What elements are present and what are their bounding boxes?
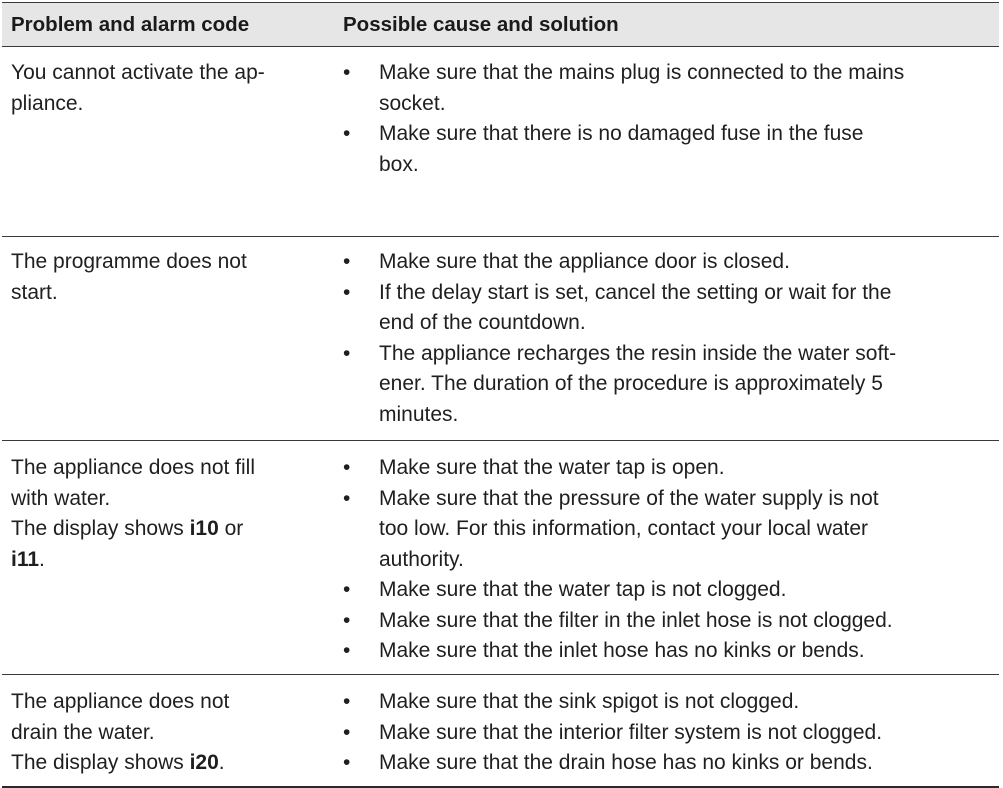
solution-text: Make sure that the appliance door is closed. bbox=[379, 250, 790, 273]
solution-text: The appliance recharges the resin inside the water soft- bbox=[379, 341, 897, 365]
bullet-icon: • bbox=[343, 608, 351, 632]
bullet-icon: • bbox=[343, 486, 351, 510]
list-item bbox=[343, 247, 999, 278]
header-problem: Problem and alarm code bbox=[11, 13, 250, 36]
list-item bbox=[343, 453, 999, 484]
table-row bbox=[2, 237, 999, 441]
list-item bbox=[343, 748, 999, 779]
display-end: . bbox=[218, 751, 225, 774]
solution-text: box. bbox=[379, 152, 419, 176]
problem-text: pliance. bbox=[11, 91, 84, 115]
solution-text: ener. The duration of the procedure is approximately 5 bbox=[379, 372, 883, 395]
bullet-icon: • bbox=[343, 578, 351, 601]
solution-text: If the delay start is set, cancel the setting or wait for the bbox=[379, 280, 892, 304]
table-row bbox=[2, 47, 999, 237]
problem-text: You cannot activate the ap- bbox=[11, 61, 265, 84]
bullet-icon: • bbox=[343, 341, 351, 365]
alarm-code: i20 bbox=[189, 751, 219, 774]
bullet-icon: • bbox=[343, 280, 351, 304]
problem-cell bbox=[2, 58, 343, 236]
bullet-icon: • bbox=[343, 61, 351, 84]
bullet-icon: • bbox=[343, 250, 351, 273]
display-prefix: The display shows bbox=[11, 517, 190, 540]
display-mid: or bbox=[218, 517, 244, 540]
display-line bbox=[11, 748, 343, 779]
display-prefix: The display shows bbox=[11, 751, 190, 774]
solution-cell bbox=[343, 58, 999, 236]
solution-text: Make sure that the inlet hose has no kinks or bends. bbox=[379, 639, 865, 662]
list-item bbox=[343, 58, 999, 119]
list-item bbox=[343, 484, 999, 576]
display-line bbox=[11, 545, 343, 576]
solution-text: Make sure that the drain hose has no kinks or bends. bbox=[379, 751, 873, 774]
solution-text: minutes. bbox=[379, 402, 459, 426]
bullet-icon: • bbox=[343, 639, 351, 662]
alarm-code: i10 bbox=[189, 517, 219, 540]
list-item bbox=[343, 278, 999, 339]
solution-text: Make sure that the water tap is open. bbox=[379, 456, 725, 479]
list-item bbox=[343, 718, 999, 749]
display-end: . bbox=[39, 547, 45, 571]
bullet-icon: • bbox=[343, 456, 351, 479]
solution-text: Make sure that the interior filter system is not clogged. bbox=[379, 720, 883, 744]
solution-text: end of the countdown. bbox=[379, 311, 586, 334]
bullet-icon: • bbox=[343, 690, 351, 713]
bullet-icon: • bbox=[343, 122, 351, 145]
bullet-icon: • bbox=[343, 720, 351, 744]
list-item bbox=[343, 575, 999, 606]
list-item bbox=[343, 606, 999, 637]
header-solution: Possible cause and solution bbox=[343, 13, 619, 36]
problem-cell bbox=[2, 453, 343, 674]
solution-text: Make sure that the sink spigot is not clogged. bbox=[379, 690, 800, 713]
solution-text: authority. bbox=[379, 547, 464, 571]
list-item bbox=[343, 339, 999, 431]
problem-cell bbox=[2, 687, 343, 786]
table-row bbox=[2, 675, 999, 788]
list-item bbox=[343, 119, 999, 180]
solution-text: Make sure that the pressure of the water supply is not bbox=[379, 486, 879, 510]
problem-text: The programme does not bbox=[11, 250, 247, 273]
troubleshooting-table bbox=[2, 2, 999, 788]
solution-text: Make sure that there is no damaged fuse in the fuse bbox=[379, 122, 864, 145]
problem-cell bbox=[2, 247, 343, 440]
solution-text: Make sure that the filter in the inlet hose is not clogged. bbox=[379, 608, 893, 632]
solution-text: Make sure that the mains plug is connected to the mains bbox=[379, 61, 905, 84]
problem-text: start. bbox=[11, 280, 58, 304]
alarm-code: i11 bbox=[11, 547, 40, 571]
list-item bbox=[343, 687, 999, 718]
solution-text: Make sure that the water tap is not clogged. bbox=[379, 578, 787, 601]
solution-text: socket. bbox=[379, 91, 446, 115]
problem-text: The appliance does not bbox=[11, 690, 230, 713]
bullet-icon: • bbox=[343, 751, 351, 774]
solution-cell bbox=[343, 247, 999, 440]
solution-cell bbox=[343, 453, 999, 674]
problem-text: The appliance does not fill bbox=[11, 456, 255, 479]
table-header bbox=[2, 3, 999, 47]
solution-text: too low. For this information, contact your local water bbox=[379, 517, 869, 540]
list-item bbox=[343, 636, 999, 667]
table-row bbox=[2, 441, 999, 675]
problem-text: drain the water. bbox=[11, 720, 155, 744]
problem-text: with water. bbox=[11, 486, 111, 510]
solution-cell bbox=[343, 687, 999, 786]
display-line bbox=[11, 514, 343, 545]
